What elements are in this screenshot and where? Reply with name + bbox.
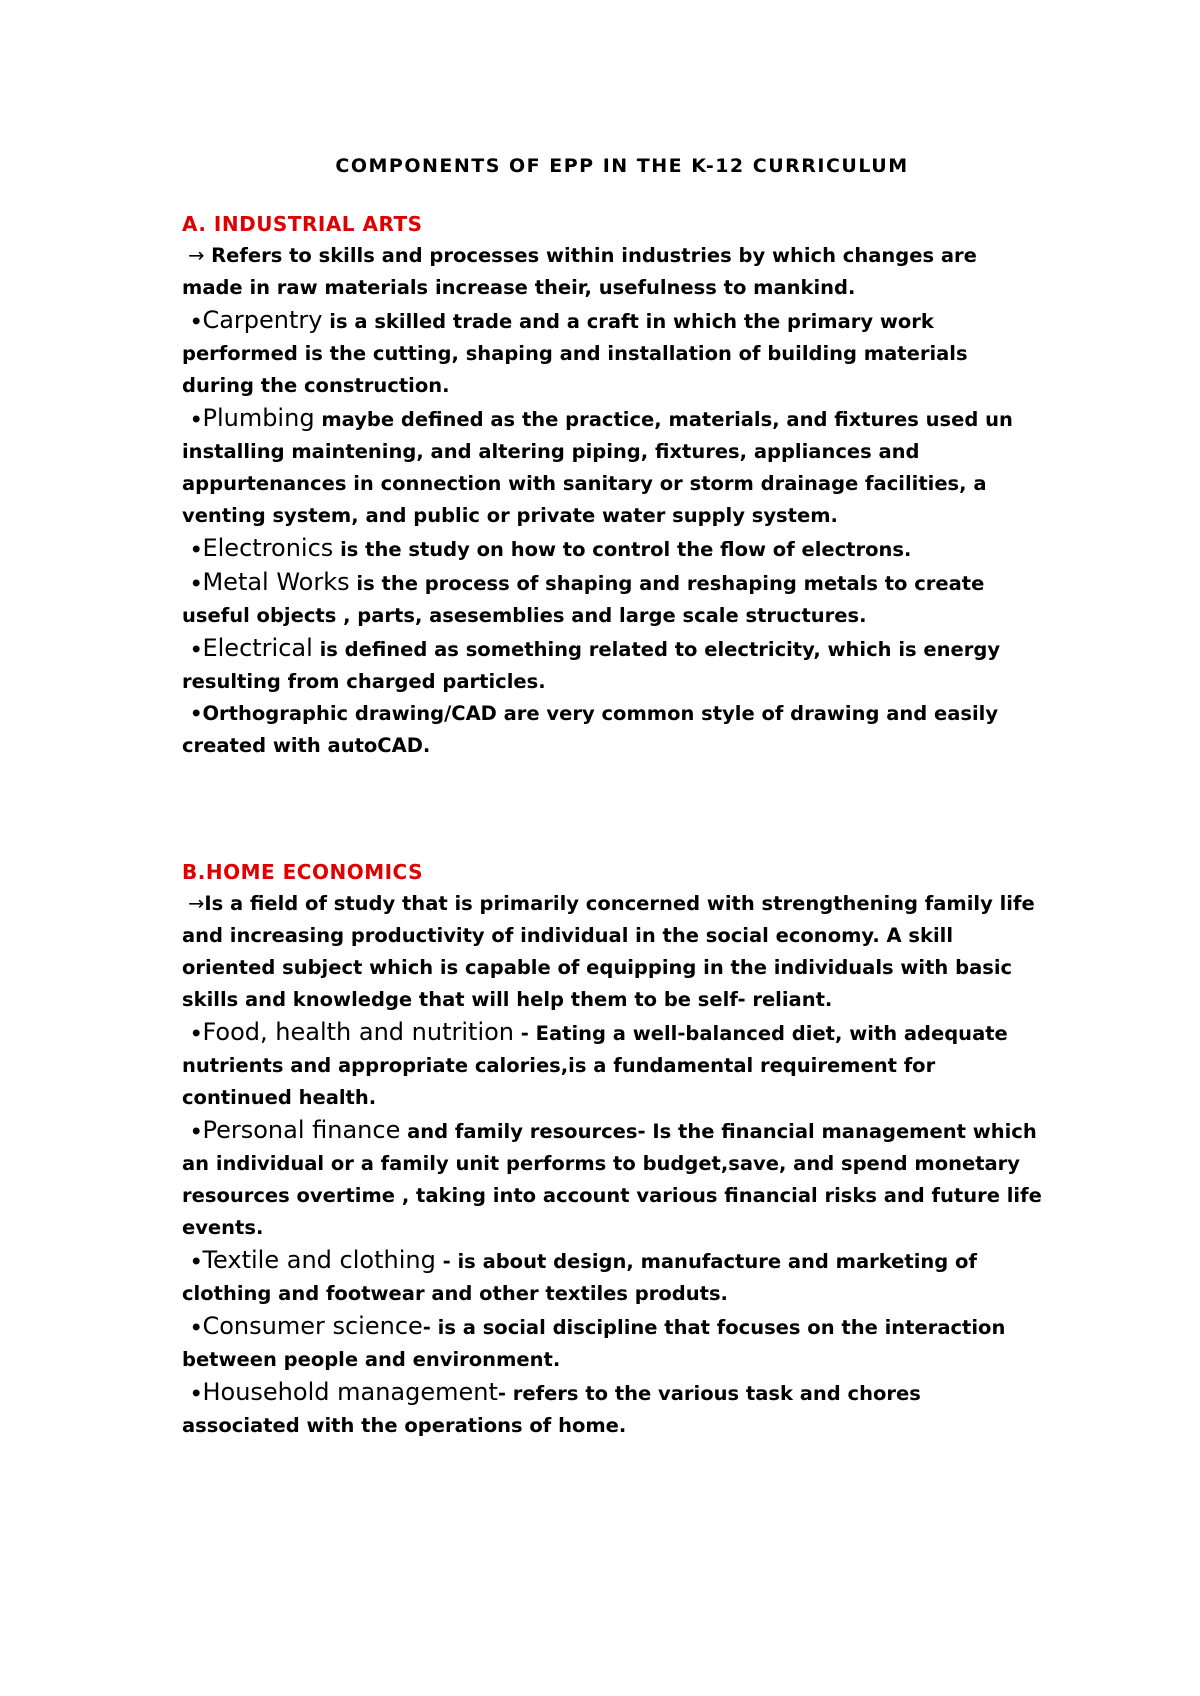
item-term: Metal Works	[202, 568, 350, 596]
list-item	[182, 402, 1042, 532]
item-text: maybe defined as the practice, materials, and fixtures used un installing maintening, and altering piping, fixtures, appliances and appurtenances in connection with sanitary or storm drainage facilities, a venting system, and public or private water supply system.	[182, 408, 1013, 527]
arrow-icon: →	[188, 244, 205, 267]
bullet-icon: •	[190, 638, 203, 661]
item-text: is a skilled trade and a craft in which the primary work performed is the cutting, shaping and installation of building materials during the construction.	[182, 310, 968, 397]
item-text: is defined as something related to electricity, which is energy resulting from charged particles.	[182, 638, 1001, 693]
list-item	[182, 632, 1042, 698]
section-industrial-arts	[182, 208, 1042, 762]
arrow-icon: →	[188, 892, 205, 915]
item-term: Textile and clothing	[202, 1246, 436, 1274]
bullet-icon: •	[190, 1382, 203, 1405]
section-intro	[182, 888, 1042, 1016]
bullet-icon: •	[190, 408, 203, 431]
list-item	[182, 304, 1042, 402]
document-page	[182, 150, 1042, 1442]
section-spacer	[182, 762, 1042, 856]
item-text: is the study on how to control the flow of electrons.	[333, 538, 912, 561]
item-text: Orthographic drawing/CAD are very common style of drawing and easily created with autoCAD.	[182, 702, 999, 757]
bullet-icon: •	[190, 310, 203, 333]
section-intro	[182, 240, 1042, 304]
list-item	[182, 698, 1042, 762]
item-text: - is a social discipline that focuses on the interaction between people and environment.	[182, 1316, 1006, 1371]
section-heading: A. INDUSTRIAL ARTS	[182, 212, 423, 236]
list-item	[182, 1310, 1042, 1376]
item-term: Plumbing	[202, 404, 315, 432]
item-text: and family resources- Is the financial management which an individual or a family unit performs to budget,save, and spend monetary resources overtime , taking into account various financial risks and future life events.	[182, 1120, 1042, 1239]
list-item	[182, 1244, 1042, 1310]
item-term: Consumer science	[202, 1312, 423, 1340]
intro-text: Is a field of study that is primarily concerned with strengthening family life and increasing productivity of individual in the social economy. A skill oriented subject which is capable of equipping in the individuals with basic skills and knowledge that will help them to be self- reliant.	[182, 892, 1035, 1011]
bullet-icon: •	[190, 572, 203, 595]
item-term: Electronics	[202, 534, 334, 562]
item-text: - refers to the various task and chores associated with the operations of home.	[182, 1382, 921, 1437]
item-term: Household management	[202, 1378, 498, 1406]
item-term: Carpentry	[202, 306, 323, 334]
item-text: - Eating a well-balanced diet, with adequate nutrients and appropriate calories,is a fundamental requirement for continued health.	[182, 1022, 1008, 1109]
item-term: Personal finance	[202, 1116, 401, 1144]
list-item	[182, 1376, 1042, 1442]
item-term: Electrical	[202, 634, 313, 662]
item-term: Food, health and nutrition	[202, 1018, 514, 1046]
list-item	[182, 566, 1042, 632]
item-text: is the process of shaping and reshaping metals to create useful objects , parts, asesemblies and large scale structures.	[182, 572, 985, 627]
bullet-icon: •	[190, 1316, 203, 1339]
list-item	[182, 1016, 1042, 1114]
item-text: - is about design, manufacture and marketing of clothing and footwear and other textiles produts.	[182, 1250, 977, 1305]
list-item	[182, 532, 1042, 566]
list-item	[182, 1114, 1042, 1244]
bullet-icon: •	[190, 1120, 203, 1143]
bullet-icon: •	[190, 1250, 203, 1273]
bullet-icon: •	[190, 538, 203, 561]
bullet-icon: •	[190, 1022, 203, 1045]
intro-text: Refers to skills and processes within industries by which changes are made in raw materials increase their, usefulness to mankind.	[182, 244, 977, 299]
section-heading: B.HOME ECONOMICS	[182, 860, 423, 884]
bullet-icon: •	[190, 702, 203, 725]
section-home-economics	[182, 856, 1042, 1442]
document-title: COMPONENTS OF EPP IN THE K-12 CURRICULUM	[335, 155, 909, 177]
